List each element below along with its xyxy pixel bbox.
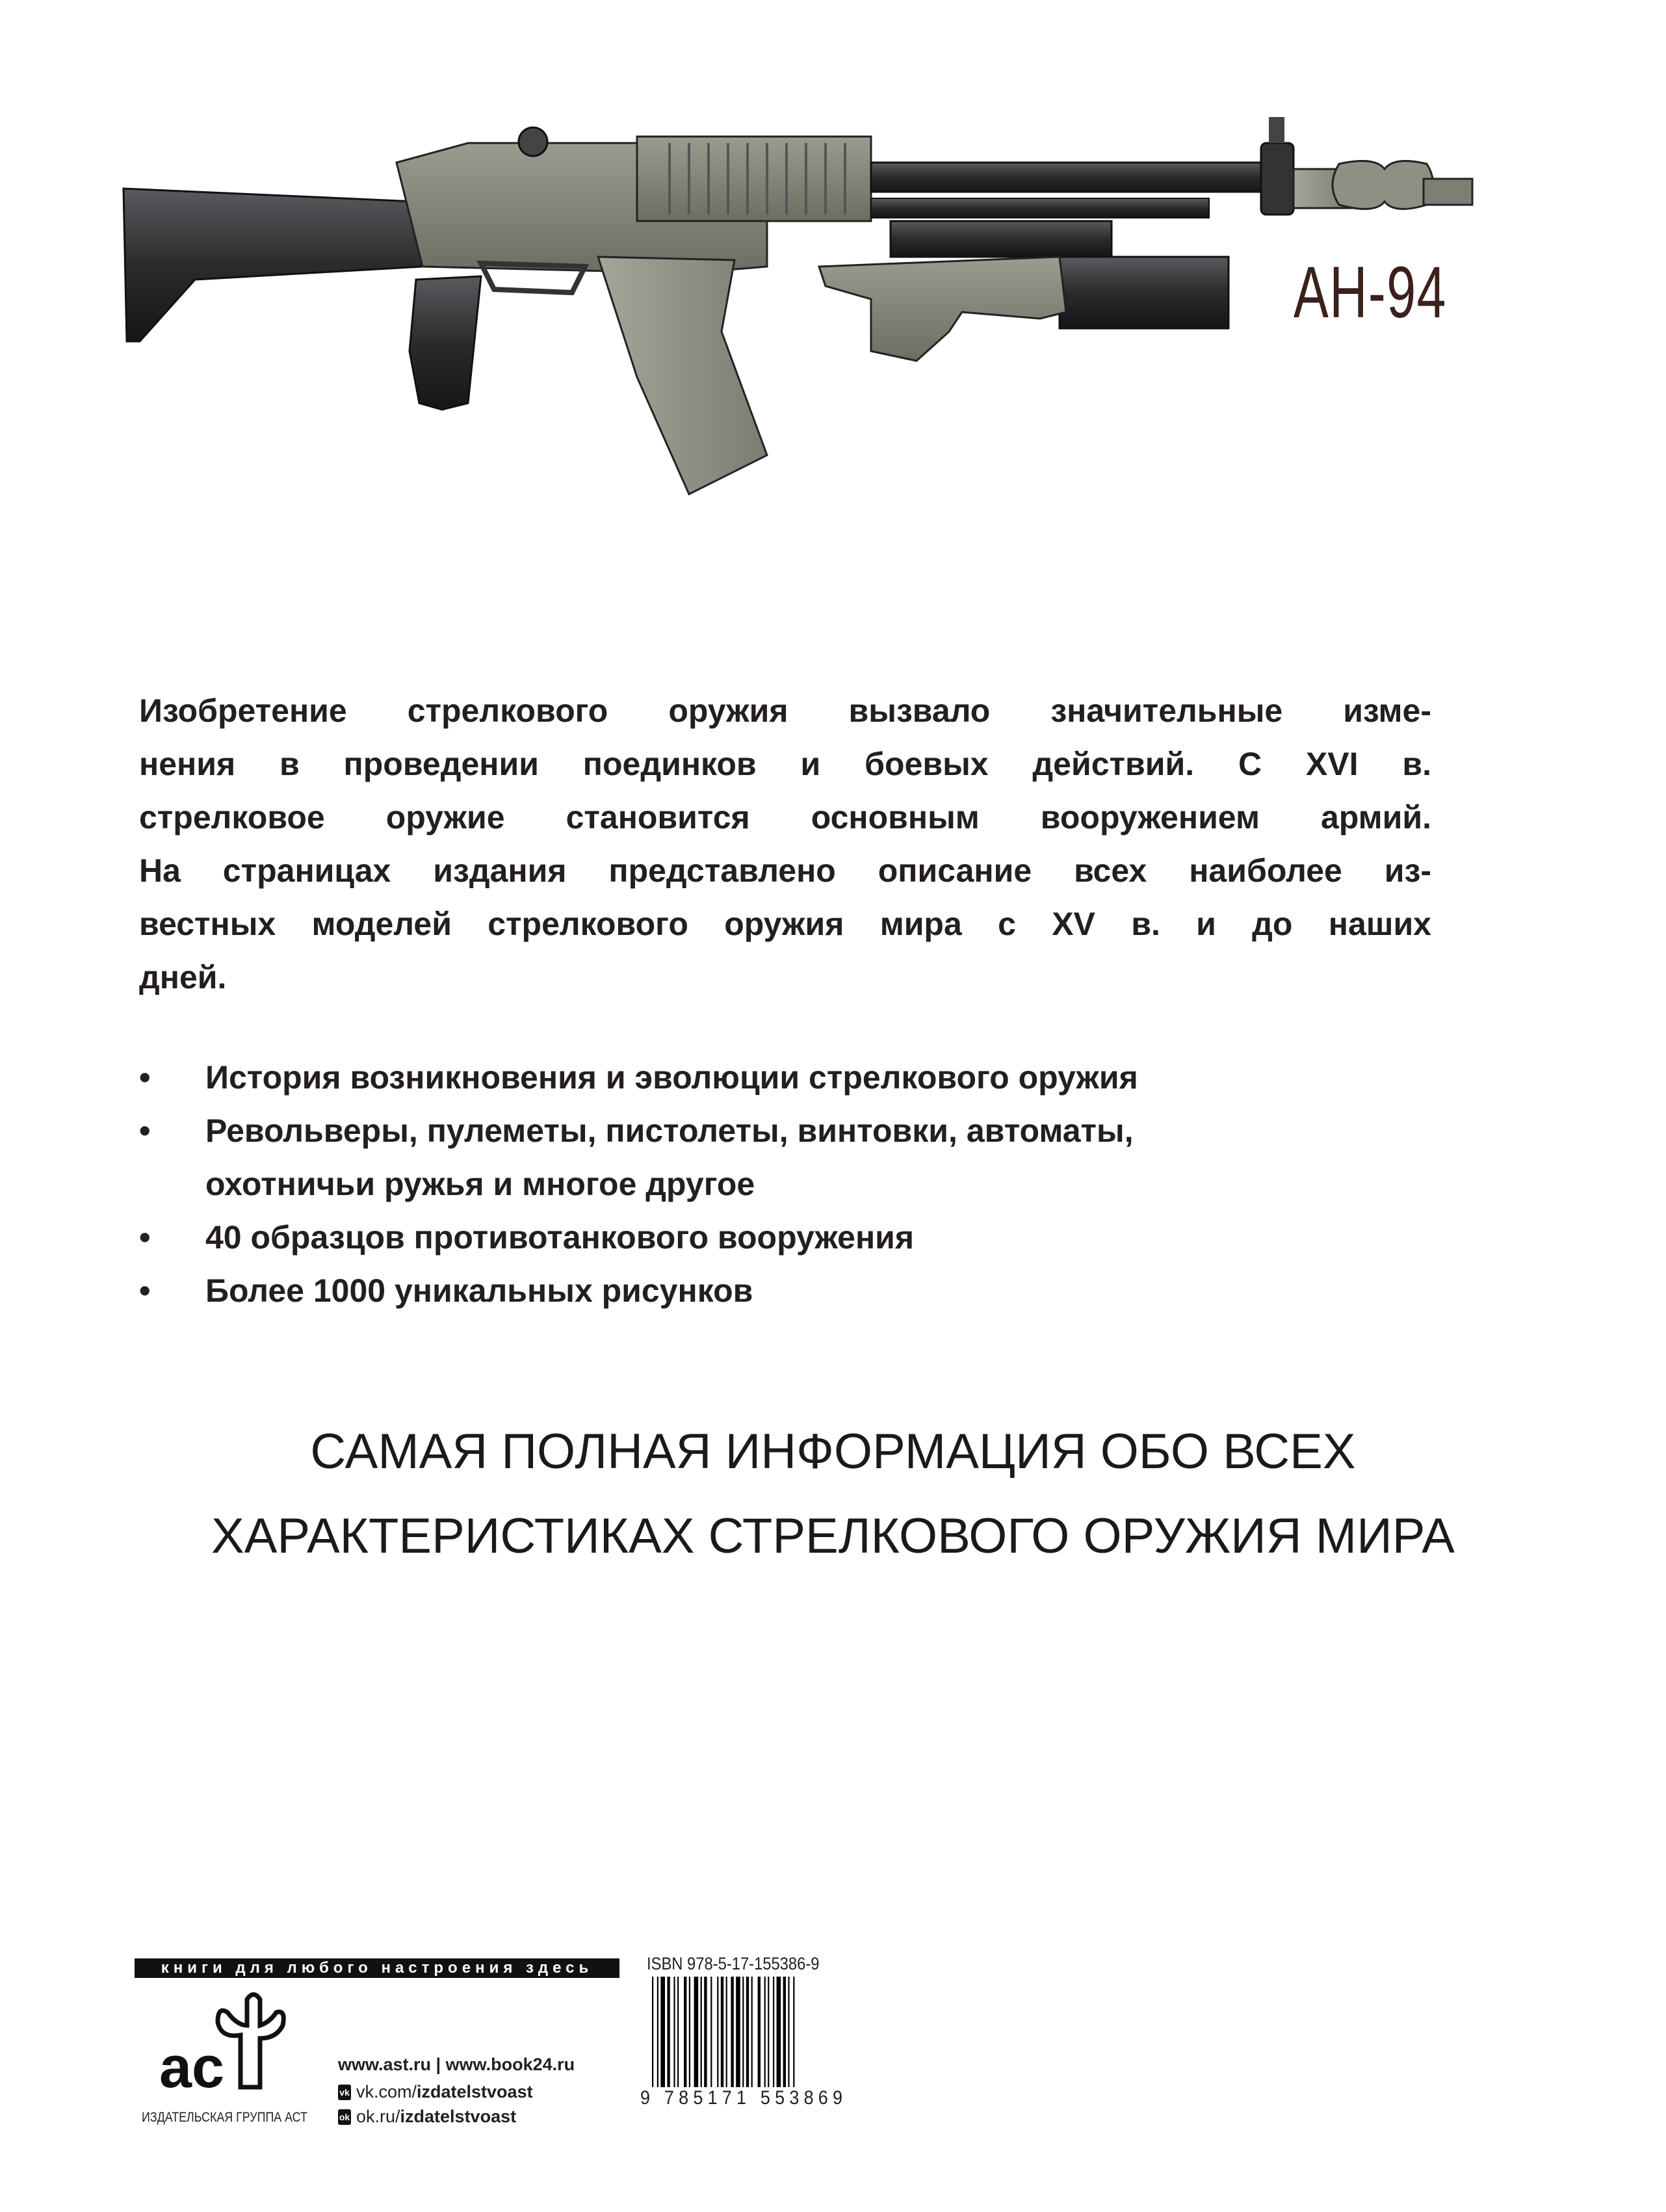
barcode-bar: [783, 1977, 786, 2087]
barcode-bar: [673, 1977, 675, 2087]
publisher-imprint: ИЗДАТЕЛЬСКАЯ ГРУППА АСТ: [142, 2110, 307, 2125]
feature-list: [139, 1051, 1439, 1317]
description-line: дней.: [139, 959, 227, 995]
bullet-icon: •: [139, 1113, 151, 1149]
list-item: [139, 1104, 1439, 1211]
model-label: АН-94: [1294, 252, 1447, 333]
vk-prefix: vk.com/: [356, 2082, 417, 2101]
barcode-bar: [667, 1977, 670, 2087]
barcode-bar: [652, 1977, 653, 2087]
barcode-bar: [736, 1977, 740, 2087]
ast-logo: [156, 1990, 299, 2107]
barcode-digits: 9 785171 553869: [640, 2087, 848, 2109]
list-item-text: История возникновения и эволюции стрелкового оружия: [205, 1059, 1138, 1096]
barcode-bar: [677, 1977, 679, 2087]
barcode-bar: [684, 1977, 686, 2087]
barcode-bar: [773, 1977, 774, 2087]
description-line: стрелковое оружие становится основным вооружением армий.: [139, 799, 1431, 836]
barcode-bar: [746, 1977, 749, 2087]
ok-handle: izdatelstvoast: [400, 2107, 517, 2126]
list-item-text-continuation: охотничьи ружья и многое другое: [205, 1166, 755, 1202]
barcode-bar: [788, 1977, 789, 2087]
svg-text:ac: ac: [159, 2035, 225, 2100]
barcode-bar: [710, 1977, 712, 2087]
vk-link[interactable]: [338, 2082, 533, 2102]
barcode-bar: [701, 1977, 702, 2087]
list-item-text: Более 1000 уникальных рисунков: [205, 1272, 753, 1309]
isbn-text: ISBN 978-5-17-155386-9: [647, 1954, 820, 1973]
barcode-bar: [764, 1977, 766, 2087]
vk-handle: izdatelstvoast: [417, 2082, 533, 2101]
barcode-bar: [660, 1977, 665, 2087]
barcode-bar: [793, 1977, 794, 2087]
barcode-bar: [742, 1977, 744, 2087]
list-item: [139, 1051, 1439, 1104]
barcode-bar: [694, 1977, 699, 2087]
ok-icon: ok: [338, 2109, 351, 2125]
list-item-text: Револьверы, пулеметы, пистолеты, винтовки, автоматы,: [205, 1113, 1134, 1149]
list-item: [139, 1264, 1439, 1317]
barcode-bar: [721, 1977, 723, 2087]
headline-line: ХАРАКТЕРИСТИКАХ СТРЕЛКОВОГО ОРУЖИЯ МИРА: [211, 1508, 1455, 1564]
description-line: нения в проведении поединков и боевых действий. С XVI в.: [139, 746, 1431, 782]
bullet-icon: •: [139, 1272, 151, 1309]
headline-line: САМАЯ ПОЛНАЯ ИНФОРМАЦИЯ ОБО ВСЕХ: [310, 1424, 1356, 1479]
description-line: вестных моделей стрелкового оружия мира с XV в. и до наших: [139, 906, 1431, 942]
list-item-text: 40 образцов противотанкового вооружения: [205, 1219, 915, 1256]
barcode-bar: [751, 1977, 753, 2087]
list-item: [139, 1211, 1439, 1264]
headline: [0, 1410, 1666, 1579]
barcode-bar: [657, 1977, 658, 2087]
website-links[interactable]: www.ast.ru | www.book24.ru: [338, 2055, 575, 2074]
vk-icon: vk: [338, 2085, 351, 2100]
barcode-bar: [731, 1977, 733, 2087]
bullet-icon: •: [139, 1219, 151, 1256]
description-line: Изобретение стрелкового оружия вызвало значительные изме-: [139, 692, 1431, 729]
an94-rifle-illustration: [117, 117, 1482, 507]
barcode-bar: [689, 1977, 690, 2087]
barcode-bar: [777, 1977, 781, 2087]
bullet-icon: •: [139, 1059, 151, 1096]
description-line: На страницах издания представлено описание всех наиболее из-: [139, 852, 1431, 889]
barcode-bar: [717, 1977, 718, 2087]
ok-prefix: ok.ru/: [356, 2107, 400, 2126]
barcode-bar: [768, 1977, 769, 2087]
isbn-barcode: [647, 1977, 868, 2094]
barcode-bar: [758, 1977, 761, 2087]
barcode-bar: [704, 1977, 707, 2087]
description-paragraph: [139, 684, 1431, 1004]
ok-link[interactable]: [338, 2107, 516, 2127]
publisher-slogan: книги для любого настроения здесь: [135, 1958, 619, 1978]
barcode-bar: [726, 1977, 727, 2087]
